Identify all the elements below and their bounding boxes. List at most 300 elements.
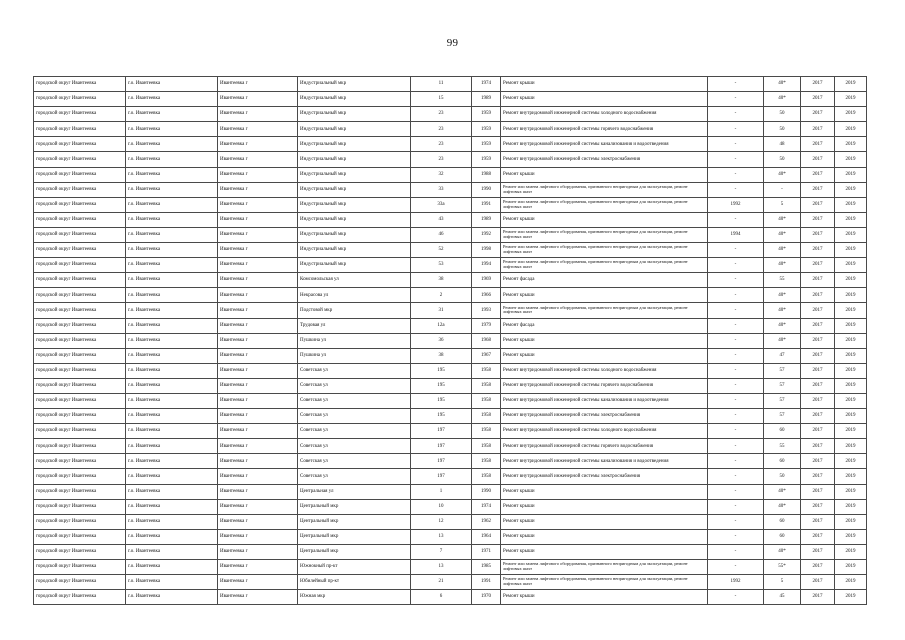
- table-row: [34, 227, 867, 242]
- cell-street: Советская ул: [298, 363, 411, 378]
- cell-municipality: городской округ Ивантеевка: [34, 439, 126, 454]
- cell-plan-start-year: 2017: [801, 303, 835, 318]
- cell-district: г.о. Ивантеевка: [126, 152, 218, 167]
- table-row: [34, 575, 867, 590]
- cell-build-year: 1993: [472, 303, 501, 318]
- cell-last-repair-year: -: [708, 484, 764, 499]
- cell-district: г.о. Ивантеевка: [126, 77, 218, 92]
- table-row: [34, 273, 867, 288]
- cell-plan-start-year: 2017: [801, 167, 835, 182]
- cell-house-number: 38: [411, 273, 472, 288]
- cell-plan-end-year: 2019: [835, 560, 867, 575]
- cell-street: Советская ул: [298, 424, 411, 439]
- cell-plan-start-year: 2017: [801, 92, 835, 107]
- cell-plan-end-year: 2019: [835, 212, 867, 227]
- cell-street: Трудовая ул: [298, 318, 411, 333]
- cell-repair-type: Ремонт крыши: [501, 167, 708, 182]
- cell-wear-percent: 60: [764, 529, 801, 544]
- cell-last-repair-year: -: [708, 303, 764, 318]
- cell-last-repair-year: -: [708, 92, 764, 107]
- cell-build-year: 1958: [472, 469, 501, 484]
- cell-repair-type: Ремонт крыши: [501, 77, 708, 92]
- cell-repair-type: Ремонт крыши: [501, 529, 708, 544]
- cell-locality: Ивантеевка г: [218, 469, 298, 484]
- cell-district: г.о. Ивантеевка: [126, 333, 218, 348]
- cell-district: г.о. Ивантеевка: [126, 137, 218, 152]
- cell-locality: Ивантеевка г: [218, 544, 298, 559]
- cell-repair-type: Ремонт крыши: [501, 212, 708, 227]
- cell-street: Индустриальный мкр: [298, 167, 411, 182]
- cell-repair-type: Ремонт или замена лифтового оборудования, признанного непригодным для эксплуатации, ремонт лифтовых шахт: [501, 560, 708, 575]
- cell-repair-type: Ремонт или замена лифтового оборудования, признанного непригодным для эксплуатации, ремонт лифтовых шахт: [501, 227, 708, 242]
- cell-build-year: 1967: [472, 348, 501, 363]
- cell-municipality: городской округ Ивантеевка: [34, 197, 126, 212]
- cell-wear-percent: 40*: [764, 227, 801, 242]
- cell-repair-type: Ремонт или замена лифтового оборудования, признанного непригодным для эксплуатации, ремонт лифтовых шахт: [501, 197, 708, 212]
- cell-repair-type: Ремонт внутридомовой инженерной системы электроснабжения: [501, 469, 708, 484]
- cell-build-year: 1958: [472, 409, 501, 424]
- cell-last-repair-year: -: [708, 77, 764, 92]
- cell-locality: Ивантеевка г: [218, 409, 298, 424]
- cell-street: Индустриальный мкр: [298, 92, 411, 107]
- cell-last-repair-year: -: [708, 318, 764, 333]
- cell-locality: Ивантеевка г: [218, 243, 298, 258]
- table-row: [34, 92, 867, 107]
- cell-wear-percent: -: [764, 182, 801, 197]
- cell-street: Индустриальный мкр: [298, 122, 411, 137]
- cell-locality: Ивантеевка г: [218, 212, 298, 227]
- cell-locality: Ивантеевка г: [218, 318, 298, 333]
- cell-plan-start-year: 2017: [801, 409, 835, 424]
- cell-repair-type: Ремонт крыши: [501, 590, 708, 605]
- cell-district: г.о. Ивантеевка: [126, 107, 218, 122]
- cell-build-year: 1990: [472, 484, 501, 499]
- cell-locality: Ивантеевка г: [218, 499, 298, 514]
- table-row: [34, 469, 867, 484]
- cell-house-number: 31: [411, 303, 472, 318]
- cell-district: г.о. Ивантеевка: [126, 122, 218, 137]
- cell-plan-start-year: 2017: [801, 243, 835, 258]
- cell-house-number: 195: [411, 363, 472, 378]
- cell-house-number: 195: [411, 378, 472, 393]
- table-row: [34, 122, 867, 137]
- cell-locality: Ивантеевка г: [218, 590, 298, 605]
- cell-last-repair-year: -: [708, 499, 764, 514]
- cell-street: Советская ул: [298, 409, 411, 424]
- cell-repair-type: Ремонт или замена лифтового оборудования, признанного непригодным для эксплуатации, ремонт лифтовых шахт: [501, 575, 708, 590]
- cell-plan-end-year: 2019: [835, 378, 867, 393]
- cell-plan-end-year: 2019: [835, 590, 867, 605]
- cell-district: г.о. Ивантеевка: [126, 514, 218, 529]
- cell-last-repair-year: -: [708, 514, 764, 529]
- cell-district: г.о. Ивантеевка: [126, 348, 218, 363]
- cell-last-repair-year: -: [708, 152, 764, 167]
- cell-municipality: городской округ Ивантеевка: [34, 514, 126, 529]
- cell-plan-end-year: 2019: [835, 499, 867, 514]
- table-row: [34, 484, 867, 499]
- cell-repair-type: Ремонт внутридомовой инженерной системы электроснабжения: [501, 409, 708, 424]
- cell-wear-percent: 57: [764, 363, 801, 378]
- cell-municipality: городской округ Ивантеевка: [34, 92, 126, 107]
- cell-plan-end-year: 2019: [835, 107, 867, 122]
- cell-build-year: 1958: [472, 393, 501, 408]
- cell-street: Южнокный пр-кт: [298, 560, 411, 575]
- cell-plan-end-year: 2019: [835, 424, 867, 439]
- cell-repair-type: Ремонт или замена лифтового оборудования, признанного непригодным для эксплуатации, ремонт лифтовых шахт: [501, 243, 708, 258]
- cell-wear-percent: 5: [764, 197, 801, 212]
- cell-build-year: 1959: [472, 152, 501, 167]
- cell-plan-end-year: 2019: [835, 122, 867, 137]
- cell-municipality: городской округ Ивантеевка: [34, 348, 126, 363]
- cell-plan-end-year: 2019: [835, 529, 867, 544]
- cell-municipality: городской округ Ивантеевка: [34, 469, 126, 484]
- cell-wear-percent: 60: [764, 514, 801, 529]
- cell-repair-type: Ремонт внутридомовой инженерной системы горячего водоснабжения: [501, 439, 708, 454]
- cell-municipality: городской округ Ивантеевка: [34, 499, 126, 514]
- cell-plan-end-year: 2019: [835, 273, 867, 288]
- cell-wear-percent: 40*: [764, 333, 801, 348]
- cell-municipality: городской округ Ивантеевка: [34, 393, 126, 408]
- cell-district: г.о. Ивантеевка: [126, 288, 218, 303]
- cell-last-repair-year: -: [708, 469, 764, 484]
- cell-wear-percent: 40*: [764, 212, 801, 227]
- cell-house-number: 32: [411, 167, 472, 182]
- cell-plan-end-year: 2019: [835, 439, 867, 454]
- cell-house-number: 12а: [411, 318, 472, 333]
- cell-municipality: городской округ Ивантеевка: [34, 484, 126, 499]
- cell-wear-percent: 40*: [764, 318, 801, 333]
- table-row: [34, 454, 867, 469]
- cell-plan-start-year: 2017: [801, 544, 835, 559]
- cell-locality: Ивантеевка г: [218, 575, 298, 590]
- cell-locality: Ивантеевка г: [218, 258, 298, 273]
- cell-locality: Ивантеевка г: [218, 107, 298, 122]
- cell-municipality: городской округ Ивантеевка: [34, 122, 126, 137]
- cell-municipality: городской округ Ивантеевка: [34, 454, 126, 469]
- cell-locality: Ивантеевка г: [218, 227, 298, 242]
- cell-last-repair-year: -: [708, 273, 764, 288]
- cell-plan-start-year: 2017: [801, 439, 835, 454]
- cell-locality: Ивантеевка г: [218, 484, 298, 499]
- cell-repair-type: Ремонт или замена лифтового оборудования, признанного непригодным для эксплуатации, ремонт лифтовых шахт: [501, 182, 708, 197]
- cell-municipality: городской округ Ивантеевка: [34, 107, 126, 122]
- cell-build-year: 1958: [472, 439, 501, 454]
- cell-wear-percent: 40*: [764, 77, 801, 92]
- cell-municipality: городской округ Ивантеевка: [34, 318, 126, 333]
- cell-municipality: городской округ Ивантеевка: [34, 288, 126, 303]
- cell-house-number: 13: [411, 560, 472, 575]
- cell-last-repair-year: -: [708, 243, 764, 258]
- cell-last-repair-year: -: [708, 544, 764, 559]
- cell-district: г.о. Ивантеевка: [126, 227, 218, 242]
- cell-last-repair-year: 1992: [708, 197, 764, 212]
- cell-plan-end-year: 2019: [835, 152, 867, 167]
- cell-repair-type: Ремонт или замена лифтового оборудования, признанного непригодным для эксплуатации, ремонт лифтовых шахт: [501, 258, 708, 273]
- table-row: [34, 529, 867, 544]
- cell-street: Индустриальный мкр: [298, 107, 411, 122]
- cell-repair-type: Ремонт крыши: [501, 333, 708, 348]
- cell-plan-start-year: 2017: [801, 137, 835, 152]
- cell-street: Советская ул: [298, 393, 411, 408]
- cell-build-year: 1959: [472, 137, 501, 152]
- cell-street: Пушкина ул: [298, 348, 411, 363]
- cell-house-number: 197: [411, 454, 472, 469]
- cell-district: г.о. Ивантеевка: [126, 92, 218, 107]
- cell-plan-start-year: 2017: [801, 393, 835, 408]
- table-row: [34, 77, 867, 92]
- table-row: [34, 439, 867, 454]
- cell-plan-start-year: 2017: [801, 197, 835, 212]
- cell-last-repair-year: -: [708, 258, 764, 273]
- table-row: [34, 348, 867, 363]
- table-row: [34, 499, 867, 514]
- cell-last-repair-year: -: [708, 348, 764, 363]
- cell-district: г.о. Ивантеевка: [126, 273, 218, 288]
- table-row: [34, 152, 867, 167]
- cell-plan-start-year: 2017: [801, 575, 835, 590]
- cell-street: Подстовой мкр: [298, 303, 411, 318]
- cell-house-number: 15: [411, 92, 472, 107]
- cell-build-year: 1959: [472, 122, 501, 137]
- cell-last-repair-year: -: [708, 409, 764, 424]
- cell-plan-end-year: 2019: [835, 197, 867, 212]
- cell-plan-end-year: 2019: [835, 484, 867, 499]
- cell-plan-start-year: 2017: [801, 514, 835, 529]
- cell-build-year: 1974: [472, 499, 501, 514]
- cell-district: г.о. Ивантеевка: [126, 575, 218, 590]
- cell-wear-percent: 40*: [764, 167, 801, 182]
- cell-wear-percent: 40*: [764, 258, 801, 273]
- cell-locality: Ивантеевка г: [218, 137, 298, 152]
- cell-repair-type: Ремонт крыши: [501, 499, 708, 514]
- cell-house-number: 12: [411, 514, 472, 529]
- cell-last-repair-year: -: [708, 122, 764, 137]
- cell-municipality: городской округ Ивантеевка: [34, 529, 126, 544]
- table-row: [34, 409, 867, 424]
- cell-build-year: 1958: [472, 378, 501, 393]
- cell-house-number: 1: [411, 484, 472, 499]
- cell-wear-percent: 50: [764, 107, 801, 122]
- cell-plan-start-year: 2017: [801, 348, 835, 363]
- cell-wear-percent: 57: [764, 378, 801, 393]
- cell-district: г.о. Ивантеевка: [126, 303, 218, 318]
- cell-wear-percent: 55*: [764, 560, 801, 575]
- cell-district: г.о. Ивантеевка: [126, 182, 218, 197]
- cell-build-year: 1991: [472, 197, 501, 212]
- table-row: [34, 378, 867, 393]
- cell-house-number: 11: [411, 77, 472, 92]
- cell-wear-percent: 40*: [764, 544, 801, 559]
- cell-plan-start-year: 2017: [801, 212, 835, 227]
- cell-plan-start-year: 2017: [801, 560, 835, 575]
- cell-street: Комсомольская ул: [298, 273, 411, 288]
- cell-municipality: городской округ Ивантеевка: [34, 378, 126, 393]
- cell-plan-end-year: 2019: [835, 303, 867, 318]
- cell-last-repair-year: -: [708, 363, 764, 378]
- cell-municipality: городской округ Ивантеевка: [34, 137, 126, 152]
- cell-street: Индустриальный мкр: [298, 77, 411, 92]
- cell-plan-start-year: 2017: [801, 499, 835, 514]
- cell-locality: Ивантеевка г: [218, 348, 298, 363]
- cell-repair-type: Ремонт внутридомовой инженерной системы холодного водоснабжения: [501, 107, 708, 122]
- cell-street: Индустриальный мкр: [298, 182, 411, 197]
- cell-district: г.о. Ивантеевка: [126, 439, 218, 454]
- cell-municipality: городской округ Ивантеевка: [34, 333, 126, 348]
- cell-locality: Ивантеевка г: [218, 514, 298, 529]
- cell-build-year: 1968: [472, 333, 501, 348]
- cell-house-number: 23: [411, 152, 472, 167]
- cell-repair-type: Ремонт внутридомовой инженерной системы горячего водоснабжения: [501, 378, 708, 393]
- cell-wear-percent: 40*: [764, 303, 801, 318]
- cell-last-repair-year: -: [708, 288, 764, 303]
- cell-build-year: 1989: [472, 92, 501, 107]
- cell-build-year: 1964: [472, 529, 501, 544]
- cell-plan-start-year: 2017: [801, 182, 835, 197]
- cell-street: Индустриальный мкр: [298, 258, 411, 273]
- cell-municipality: городской округ Ивантеевка: [34, 258, 126, 273]
- cell-plan-start-year: 2017: [801, 318, 835, 333]
- cell-locality: Ивантеевка г: [218, 288, 298, 303]
- cell-locality: Ивантеевка г: [218, 152, 298, 167]
- cell-street: Пушкина ул: [298, 333, 411, 348]
- cell-last-repair-year: -: [708, 333, 764, 348]
- cell-plan-start-year: 2017: [801, 288, 835, 303]
- cell-house-number: 23: [411, 107, 472, 122]
- cell-build-year: 1990: [472, 182, 501, 197]
- cell-wear-percent: 40*: [764, 484, 801, 499]
- cell-wear-percent: 55: [764, 439, 801, 454]
- cell-district: г.о. Ивантеевка: [126, 363, 218, 378]
- cell-build-year: 1989: [472, 212, 501, 227]
- cell-plan-end-year: 2019: [835, 227, 867, 242]
- cell-municipality: городской округ Ивантеевка: [34, 182, 126, 197]
- cell-build-year: 1991: [472, 575, 501, 590]
- cell-last-repair-year: -: [708, 378, 764, 393]
- cell-district: г.о. Ивантеевка: [126, 529, 218, 544]
- cell-plan-end-year: 2019: [835, 288, 867, 303]
- cell-repair-type: Ремонт крыши: [501, 544, 708, 559]
- cell-municipality: городской округ Ивантеевка: [34, 560, 126, 575]
- cell-street: Советская ул: [298, 439, 411, 454]
- cell-wear-percent: 48: [764, 137, 801, 152]
- cell-build-year: 1992: [472, 227, 501, 242]
- cell-last-repair-year: -: [708, 393, 764, 408]
- cell-street: Индустриальный мкр: [298, 227, 411, 242]
- cell-repair-type: Ремонт крыши: [501, 288, 708, 303]
- cell-wear-percent: 40*: [764, 92, 801, 107]
- table-row: [34, 107, 867, 122]
- cell-build-year: 1971: [472, 544, 501, 559]
- cell-locality: Ивантеевка г: [218, 303, 298, 318]
- cell-house-number: 2: [411, 288, 472, 303]
- cell-street: Советская ул: [298, 378, 411, 393]
- cell-repair-type: Ремонт или замена лифтового оборудования, признанного непригодным для эксплуатации, ремонт лифтовых шахт: [501, 303, 708, 318]
- cell-plan-end-year: 2019: [835, 454, 867, 469]
- cell-plan-end-year: 2019: [835, 137, 867, 152]
- cell-repair-type: Ремонт фасада: [501, 273, 708, 288]
- cell-municipality: городской округ Ивантеевка: [34, 212, 126, 227]
- cell-municipality: городской округ Ивантеевка: [34, 167, 126, 182]
- table-row: [34, 288, 867, 303]
- cell-district: г.о. Ивантеевка: [126, 258, 218, 273]
- cell-repair-type: Ремонт крыши: [501, 484, 708, 499]
- cell-last-repair-year: -: [708, 439, 764, 454]
- cell-house-number: 52: [411, 243, 472, 258]
- cell-build-year: 1958: [472, 363, 501, 378]
- cell-district: г.о. Ивантеевка: [126, 544, 218, 559]
- cell-plan-start-year: 2017: [801, 227, 835, 242]
- cell-plan-end-year: 2019: [835, 514, 867, 529]
- cell-house-number: 7: [411, 544, 472, 559]
- cell-repair-type: Ремонт внутридомовой инженерной системы электроснабжения: [501, 152, 708, 167]
- cell-last-repair-year: -: [708, 454, 764, 469]
- cell-district: г.о. Ивантеевка: [126, 560, 218, 575]
- cell-plan-end-year: 2019: [835, 409, 867, 424]
- cell-plan-start-year: 2017: [801, 529, 835, 544]
- cell-house-number: 33а: [411, 197, 472, 212]
- cell-last-repair-year: -: [708, 182, 764, 197]
- table-row: [34, 590, 867, 605]
- cell-district: г.о. Ивантеевка: [126, 378, 218, 393]
- cell-last-repair-year: -: [708, 529, 764, 544]
- cell-plan-start-year: 2017: [801, 378, 835, 393]
- cell-plan-start-year: 2017: [801, 77, 835, 92]
- cell-locality: Ивантеевка г: [218, 197, 298, 212]
- cell-house-number: 21: [411, 575, 472, 590]
- cell-municipality: городской округ Ивантеевка: [34, 409, 126, 424]
- cell-plan-start-year: 2017: [801, 122, 835, 137]
- cell-plan-start-year: 2017: [801, 424, 835, 439]
- cell-locality: Ивантеевка г: [218, 363, 298, 378]
- cell-house-number: 195: [411, 393, 472, 408]
- capital-repair-table: [33, 76, 867, 605]
- cell-municipality: городской округ Ивантеевка: [34, 227, 126, 242]
- table-row: [34, 258, 867, 273]
- cell-street: Центральная ул: [298, 484, 411, 499]
- cell-street: Юбилейный пр-кт: [298, 575, 411, 590]
- cell-repair-type: Ремонт внутридомовой инженерной системы холодного водоснабжения: [501, 424, 708, 439]
- cell-last-repair-year: -: [708, 590, 764, 605]
- cell-street: Центральный мкр: [298, 544, 411, 559]
- cell-street: Индустриальный мкр: [298, 137, 411, 152]
- table-row: [34, 333, 867, 348]
- cell-plan-start-year: 2017: [801, 484, 835, 499]
- cell-house-number: 36: [411, 333, 472, 348]
- cell-street: Индустриальный мкр: [298, 243, 411, 258]
- cell-build-year: 1958: [472, 424, 501, 439]
- cell-wear-percent: 47: [764, 348, 801, 363]
- cell-wear-percent: 60: [764, 424, 801, 439]
- cell-house-number: 197: [411, 439, 472, 454]
- cell-locality: Ивантеевка г: [218, 273, 298, 288]
- table-row: [34, 424, 867, 439]
- cell-municipality: городской округ Ивантеевка: [34, 152, 126, 167]
- cell-plan-end-year: 2019: [835, 575, 867, 590]
- cell-plan-end-year: 2019: [835, 363, 867, 378]
- cell-plan-end-year: 2019: [835, 243, 867, 258]
- cell-street: Центральный мкр: [298, 514, 411, 529]
- cell-repair-type: Ремонт крыши: [501, 514, 708, 529]
- table-row: [34, 560, 867, 575]
- table-row: [34, 514, 867, 529]
- cell-wear-percent: 57: [764, 393, 801, 408]
- cell-street: Советская ул: [298, 469, 411, 484]
- table-row: [34, 197, 867, 212]
- cell-plan-end-year: 2019: [835, 77, 867, 92]
- cell-repair-type: Ремонт фасада: [501, 318, 708, 333]
- table-row: [34, 182, 867, 197]
- cell-repair-type: Ремонт внутридомовой инженерной системы холодного водоснабжения: [501, 363, 708, 378]
